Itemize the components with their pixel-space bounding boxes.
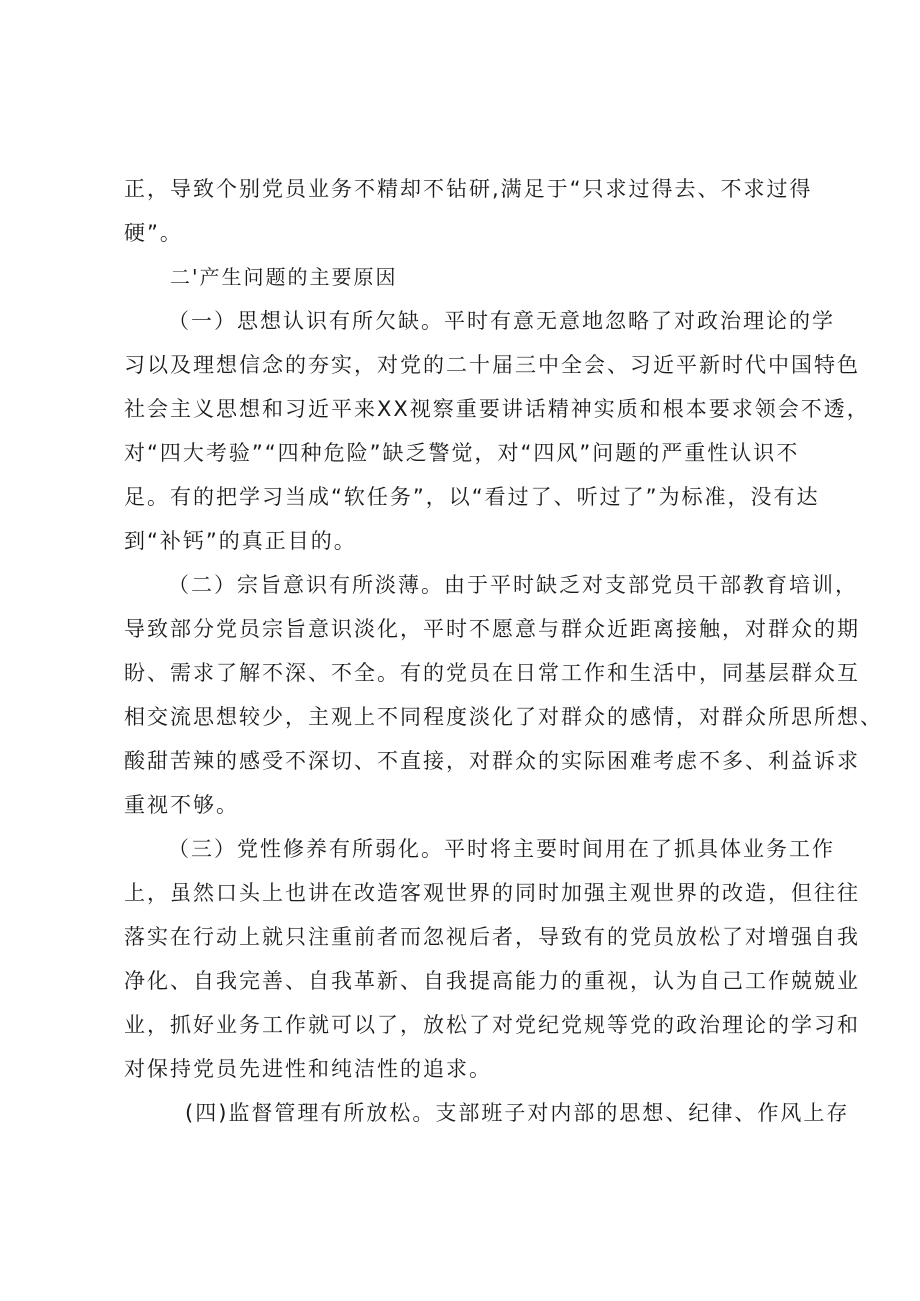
paragraph-line: 足。有的把学习当成“软任务”，以“看过了、听过了”为标准，没有达: [124, 485, 820, 509]
paragraph-line: 落实在行动上就只注重前者而忽视后者，导致有的党员放松了对增强自我: [124, 925, 860, 949]
paragraph-line: 盼、需求了解不深、不全。有的党员在日常工作和生活中，同基层群众互: [124, 661, 860, 685]
paragraph-line: 业，抓好业务工作就可以了，放松了对党纪党规等党的政治理论的学习和: [124, 1013, 860, 1037]
paragraph-line: 相交流思想较少，主观上不同程度淡化了对群众的感情，对群众所思所想、: [124, 705, 883, 729]
paragraph-line: 重视不够。: [124, 793, 239, 817]
paragraph-line: （二）宗旨意识有所淡薄。由于平时缺乏对支部党员干部教育培训，: [168, 573, 858, 597]
paragraph-line: （一）思想认识有所欠缺。平时有意无意地忽略了对政治理论的学: [168, 309, 835, 333]
section-heading: 二'产生问题的主要原因: [170, 265, 398, 289]
paragraph-line: 酸甜苦辣的感受不深切、不直接，对群众的实际困难考虑不多、利益诉求: [124, 749, 860, 773]
paragraph-line: 习以及理想信念的夯实，对党的二十届三中全会、习近平新时代中国特色: [124, 353, 860, 377]
paragraph-line: 上，虽然口头上也讲在改造客观世界的同时加强主观世界的改造，但往往: [124, 881, 860, 905]
paragraph-line: 社会主义思想和习近平来XX视察重要讲话精神实质和根本要求领会不透，: [124, 397, 870, 421]
paragraph-line: （三）党性修养有所弱化。平时将主要时间用在了抓具体业务工作: [168, 837, 835, 861]
paragraph-line: 对“四大考验”“四种危险”缺乏警觉，对“四风”问题的严重性认识不: [124, 441, 800, 465]
paragraph-line: 硬”。: [124, 221, 183, 245]
paragraph-line: 净化、自我完善、自我革新、自我提高能力的重视，认为自己工作兢兢业: [124, 969, 860, 993]
paragraph-line: (四)监督管理有所放松。支部班子对内部的思想、纪律、作风上存: [185, 1101, 850, 1125]
paragraph-line: 正，导致个别党员业务不精却不钻研,满足于“只求过得去、不求过得: [124, 177, 813, 201]
paragraph-line: 导致部分党员宗旨意识淡化，平时不愿意与群众近距离接触，对群众的期: [124, 617, 860, 641]
paragraph-line: 到“补钙”的真正目的。: [124, 529, 357, 553]
paragraph-line: 对保持党员先进性和纯洁性的追求。: [124, 1057, 492, 1081]
